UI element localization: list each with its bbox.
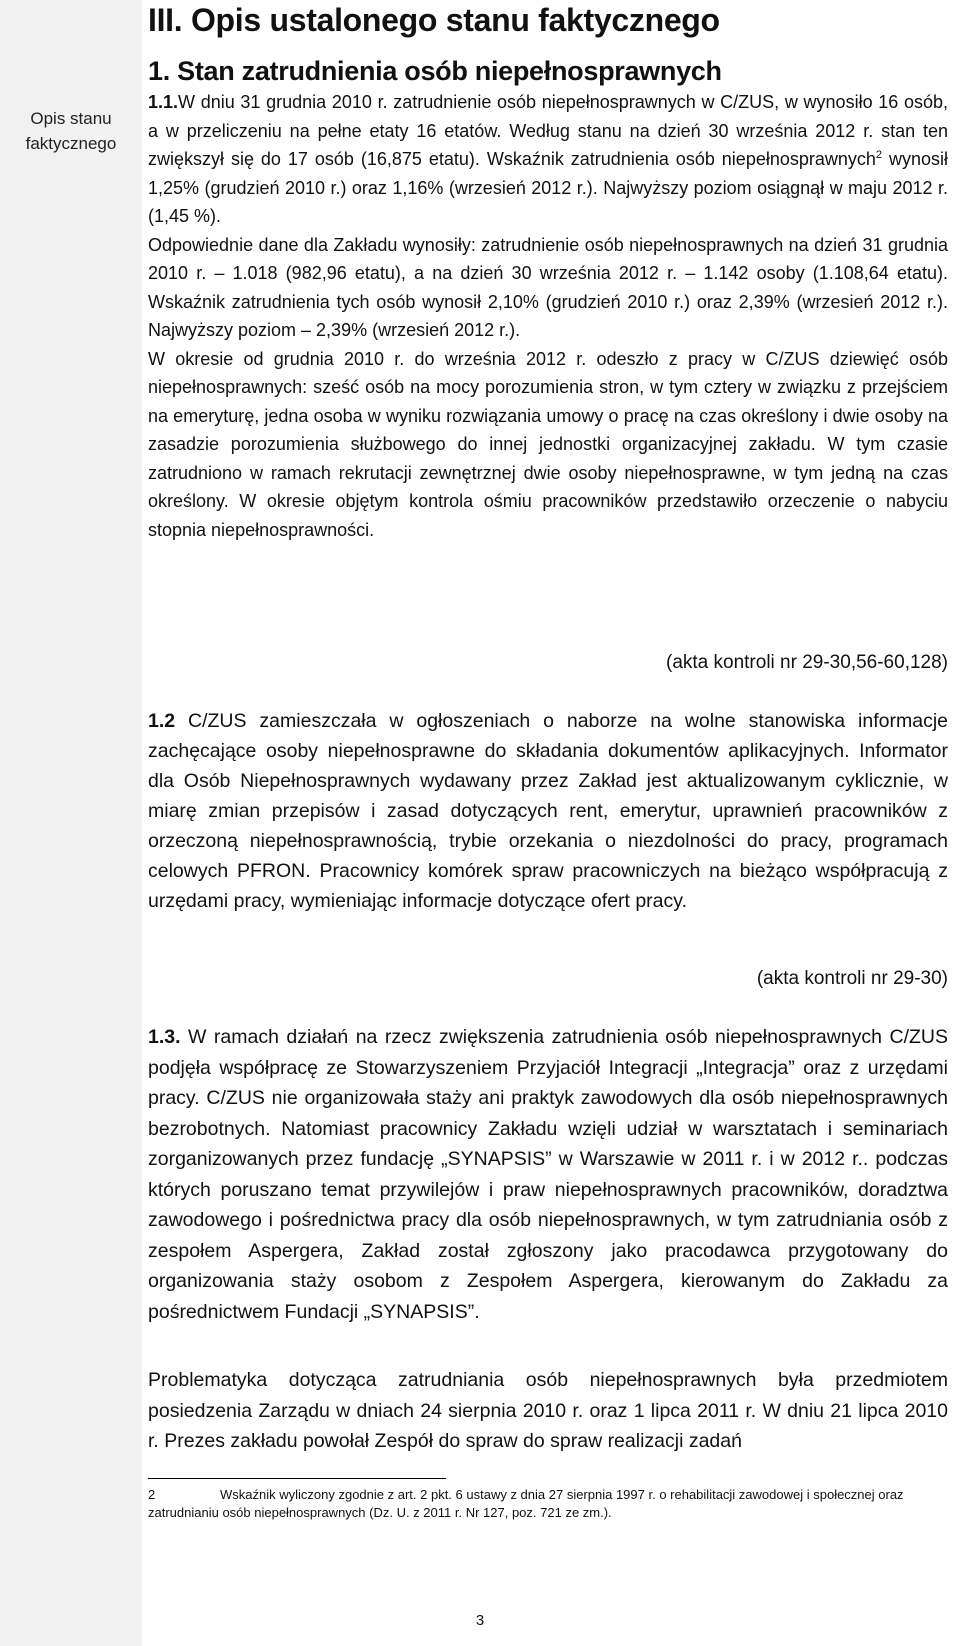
paragraph-1-1-intro [148,88,948,231]
section-title: III. Opis ustalonego stanu faktycznego [148,2,720,38]
paragraph-text: W dniu 31 grudnia 2010 r. zatrudnienie osób niepełnosprawnych w C/ZUS, w wynosiło 16 osób, a w przeliczeniu na pełne etaty 16 etatów. Według stanu na dzień 30 września 2012 r. stan ten zwiększył się do 17 osób (16,875 etatu). Wskaźnik zatrudnienia osób niepełnosprawnych [148,92,948,169]
paragraph-1-3-text [148,1022,948,1327]
paragraph-text: Problematyka dotycząca zatrudniania osób niepełnosprawnych była przedmiotem posiedzenia Zarządu w dniach 24 sierpnia 2010 r. oraz 1 lipca 2011 r. W dniu 21 lipca 2010 r. Prezes zakładu powołał Zespół do spraw do spraw realizacji zadań [148,1369,948,1452]
paragraph-text: W ramach działań na rzecz zwiększenia zatrudnienia osób niepełnosprawnych C/ZUS podjęła współpracę ze Stowarzyszeniem Przyjaciół Integracji „Integracja” oraz z urzędami pracy. C/ZUS nie organizowała staży ani praktyk zawodowych dla osób niepełnosprawnych bezrobotnych. Natomiast pracownicy Zakładu wzięli udział w warsztatach i seminariach zorganizowanych przez fundację „SYNAPSIS” w Warszawie w 2011 r. i w 2012 r.. podczas których poruszano temat przywilejów i praw niepełnosprawnych pracowników, doradztwa zawodowego i pośrednictwa pracy dla osób niepełnosprawnych, w tym zatrudniania osób z zespołem Aspergera, Zakład został zgłoszony jako pracodawca przygotowany do organizowania staży osobom z Zespołem Aspergera, kierowanym do Zakładu za pośrednictwem Fundacji „SYNAPSIS”. [148,1026,948,1323]
footnote-text: Wskaźnik wyliczony zgodnie z art. 2 pkt. 6 ustawy z dnia 27 sierpnia 1997 r. o rehabilitacji zawodowej i społecznej oraz zatrudnianiu osób niepełnosprawnych (Dz. U. z 2011 r. Nr 127, poz. 721 ze zm.). [148,1487,904,1520]
footnote [148,1486,948,1522]
margin-sidebar [0,0,142,1646]
paragraph-number: 1.1. [148,92,179,112]
paragraph-1-2 [148,706,948,916]
paragraph-text: C/ZUS zamieszczała w ogłoszeniach o naborze na wolne stanowiska informacje zachęcające osoby niepełnosprawne do składania dokumentów aplikacyjnych. Informator dla Osób Niepełnosprawnych wydawany przez Zakład jest aktualizowanym cyklicznie, w miarę zmian przepisów i zasad dotyczących rent, emerytur, uprawnień pracowników z orzeczoną niepełnosprawnością, trybie orzekania o niezdolności do pracy, programach celowych PFRON. Pracownicy komórek spraw pracowniczych na bieżąco współpracują z urzędami pracy, wymieniając informacje dotyczące ofert pracy. [148,710,948,912]
page-number: 3 [475,1612,485,1629]
file-reference: (akta kontroli nr 29-30,56-60,128) [666,652,948,673]
paragraph-1-1 [148,88,948,544]
paragraph-1-1-zaklad: Odpowiednie dane dla Zakładu wynosiły: zatrudnienie osób niepełnosprawnych na dzień 31 grudnia 2010 r. – 1.018 (982,96 etatu), a na dzień 30 września 2012 r. – 1.142 osoby (1.108,64 etatu). Wskaźnik zatrudnienia tych osób wynosił 2,10% (grudzień 2010 r.) oraz 2,39% (wrzesień 2012 r.). Najwyższy poziom – 2,39% (wrzesień 2012 r.). [148,234,948,340]
paragraph-number: 1.3. [148,1026,181,1048]
footnote-reference: 2 [875,149,883,161]
paragraph-number: 1.2 [148,710,176,732]
paragraph-1-1-period: W okresie od grudnia 2010 r. do września 2012 r. odeszło z pracy w C/ZUS dziewięć osób niepełnosprawnych: sześć osób na mocy porozumienia stron, w tym cztery w związku z przejściem na emeryturę, jedna osoba w wyniku rozwiązania umowy o pracę na czas określony i dwie osoby na zasadzie porozumienia służbowego do innej jednostki organizacyjnej zakładu. W tym czasie zatrudniono w ramach rekrutacji zewnętrznej dwie osoby niepełnosprawne, w tym jedną na czas określony. W okresie objętym kontrola ośmiu pracowników przedstawiło orzeczenie o nabyciu stopnia niepełnosprawności. [148,348,948,540]
paragraph-text: wynosił 1,25% (grudzień 2010 r.) oraz 1,16% (wrzesień 2012 r.). Najwyższy poziom osiągnął w maju 2012 r. (1,45 %). [148,149,949,226]
subsection-title: 1. Stan zatrudnienia osób niepełnosprawnych [148,56,722,86]
file-reference: (akta kontroli nr 29-30) [756,968,948,989]
paragraph-last [148,1365,948,1457]
footnote-divider [148,1478,446,1479]
footnote-mark: 2 [148,1487,156,1502]
paragraph-1-2-text [148,706,948,916]
side-label: Opis stanu faktycznego [25,109,117,153]
paragraph-1-3 [148,1022,948,1327]
